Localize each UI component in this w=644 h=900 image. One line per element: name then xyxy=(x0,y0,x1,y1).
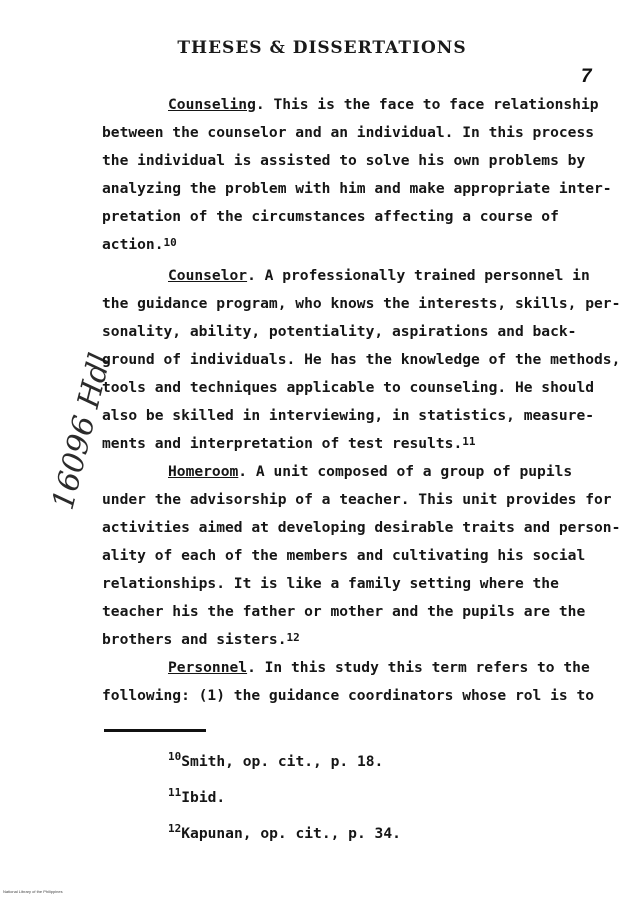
definition-line: Counseling. This is the face to face relationship xyxy=(168,96,599,113)
definition-line: sonality, ability, potentiality, aspirations and back- xyxy=(102,323,577,340)
definition-line: relationships. It is like a family setting where the xyxy=(102,575,559,592)
definition-line: under the advisorship of a teacher. This unit provides for xyxy=(102,491,612,508)
page-number: 7 xyxy=(581,66,592,87)
definition-line: analyzing the problem with him and make appropriate inter- xyxy=(102,180,612,197)
footnote-number: 10 xyxy=(168,750,182,763)
term-counseling: Counseling xyxy=(168,96,256,113)
definition-line: pretation of the circumstances affecting a course of xyxy=(102,208,559,225)
definition-line: ground of individuals. He has the knowledge of the methods, xyxy=(102,351,621,368)
footnote-ref: 12 xyxy=(286,631,300,644)
definition-line: Personnel. In this study this term refers to the xyxy=(168,659,590,676)
handwritten-margin-note: 16096 Hdl xyxy=(45,349,119,514)
footnote: $^{11}$Ibid. xyxy=(168,786,226,806)
definition-line: ments and interpretation of test results.$^{11}$ xyxy=(102,435,476,452)
definition-line: ality of each of the members and cultivating his social xyxy=(102,547,586,564)
footnote: $^{10}$Smith, op. cit., p. 18. xyxy=(168,750,384,770)
definition-line: tools and techniques applicable to counseling. He should xyxy=(102,379,595,396)
definition-line: Homeroom. A unit composed of a group of pupils xyxy=(168,463,573,480)
library-stamp: THESES & DISSERTATIONS xyxy=(177,38,467,58)
library-footer: National Library of the Philippines xyxy=(3,889,63,894)
term-personnel: Personnel xyxy=(168,659,248,676)
definition-line: between the counselor and an individual. In this process xyxy=(102,124,595,141)
footnote-ref: 11 xyxy=(462,435,476,448)
definition-line: teacher his the father or mother and the pupils are the xyxy=(102,603,586,620)
definition-line: brothers and sisters.$^{12}$ xyxy=(102,631,300,648)
footnote-number: 11 xyxy=(168,786,182,799)
definition-line: activities aimed at developing desirable traits and person- xyxy=(102,519,621,536)
footnote: $^{12}$Kapunan, op. cit., p. 34. xyxy=(168,822,401,842)
footnote-ref: 10 xyxy=(163,236,177,249)
definition-line: the individual is assisted to solve his own problems by xyxy=(102,152,586,169)
term-homeroom: Homeroom xyxy=(168,463,239,480)
definition-line: action.$^{10}$ xyxy=(102,236,177,253)
definition-line: Counselor. A professionally trained personnel in xyxy=(168,267,590,284)
footnote-number: 12 xyxy=(168,822,182,835)
definition-line: also be skilled in interviewing, in statistics, measure- xyxy=(102,407,595,424)
definition-line: following: (1) the guidance coordinators whose rol is to xyxy=(102,687,595,704)
term-counselor: Counselor xyxy=(168,267,248,284)
footnote-separator xyxy=(104,729,206,732)
definition-line: the guidance program, who knows the interests, skills, per- xyxy=(102,295,621,312)
